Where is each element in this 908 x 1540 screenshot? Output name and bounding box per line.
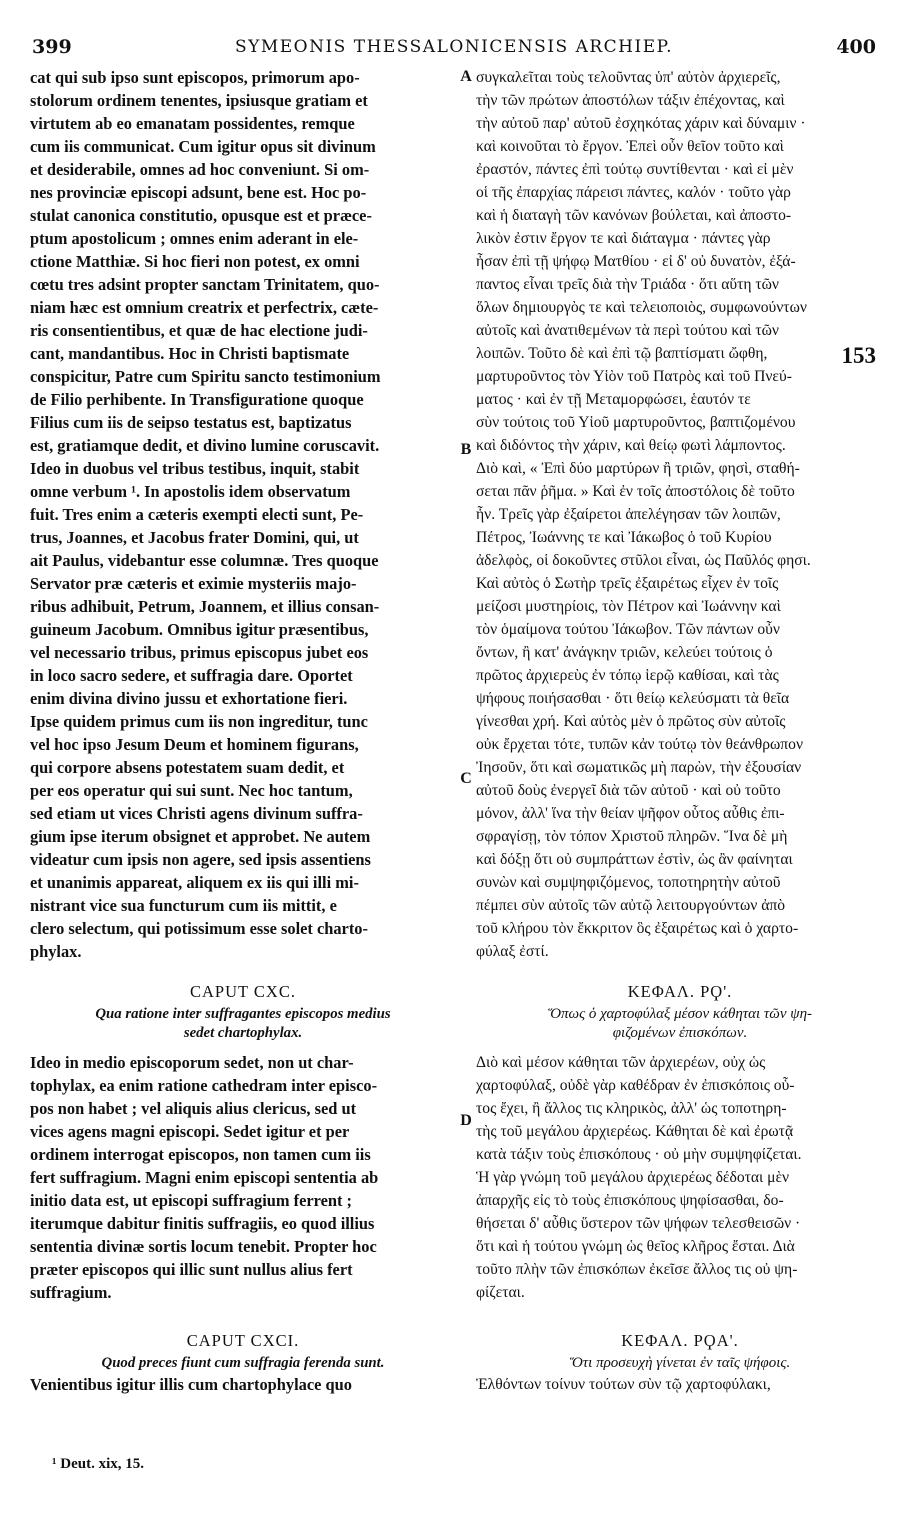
text-line: præter episcopos qui illic sunt nullus alius fert bbox=[30, 1260, 353, 1279]
latin-section-chapter-189 bbox=[30, 66, 456, 963]
subtitle-line: Qua ratione inter suffragantes episcopos medius bbox=[95, 1006, 391, 1022]
text-line: Καὶ αὐτὸς ὁ Σωτὴρ τρεῖς ἐξαιρέτως εἶχεν ἐν τοῖς bbox=[476, 575, 779, 592]
text-line: suffragium. bbox=[30, 1283, 112, 1302]
greek-section-chapter-191 bbox=[476, 1373, 884, 1396]
text-line: phylax. bbox=[30, 942, 82, 961]
latin-chapter-subtitle-191: Quod preces fiunt cum suffragia ferenda sunt. bbox=[101, 1355, 385, 1371]
latin-section-chapter-191 bbox=[30, 1373, 456, 1396]
text-line: καὶ ἡ διαταγὴ τῶν κανόνων βούλεται, καὶ ἀποστο- bbox=[476, 207, 792, 224]
text-line: cum iis communicat. Cum igitur opus sit divinum bbox=[30, 137, 376, 156]
text-line: sententia divinæ sortis locum tenebit. Propter hoc bbox=[30, 1237, 377, 1256]
text-line: enim divina divino jussu et exhortatione fieri. bbox=[30, 689, 348, 708]
text-line: φύλαξ ἐστί. bbox=[476, 943, 549, 960]
latin-chapter-heading-190: CAPUT CXC. bbox=[190, 982, 296, 1001]
text-line: παντος εἶναι τρεῖς διὰ τὴν Τριάδα · ὅτι αὕτη τῶν bbox=[476, 276, 779, 293]
text-line: vel hoc ipso Jesum Deum et hominem figurans, bbox=[30, 735, 359, 754]
text-line: sed etiam ut vices Christi agens divinum suffra- bbox=[30, 804, 363, 823]
text-line: σεται πᾶν ῥῆμα. » Καὶ ἐν τοῖς ἀποστόλοις δὲ τοῦτο bbox=[476, 483, 795, 500]
text-line: καὶ κοινοῦται τὸ ἔργον. Ἐπεὶ οὖν θεῖον τοῦτο καὶ bbox=[476, 138, 784, 155]
text-line: συνὼν καὶ συμψηφιζόμενος, τοποτηρητὴν αὐτοῦ bbox=[476, 874, 781, 891]
text-line: ait Paulus, videbantur esse columnæ. Tres quoque bbox=[30, 551, 379, 570]
latin-chapter-heading-191: CAPUT CXCI. bbox=[186, 1331, 300, 1350]
text-line: αὐτοῖς καὶ ἀνατιθεμένων τὰ περὶ τούτου καὶ τῶν bbox=[476, 322, 779, 339]
text-line: Διὸ καὶ, « Ἐπὶ δύο μαρτύρων ἢ τριῶν, φησὶ, σταθή- bbox=[476, 460, 800, 477]
text-line: ἦσαν ἐπὶ τῇ ψήφῳ Ματθίου · εἰ δ' οὐ δυνατὸν, ἐξά- bbox=[476, 253, 796, 270]
text-line: οὐκ ἔρχεται τότε, τυπῶν κἀν τούτῳ τὸν θεάνθρωπον bbox=[476, 736, 804, 753]
subtitle-line: sedet chartophylax. bbox=[183, 1025, 303, 1041]
text-line: niam hæc est omnium creatrix et perfectrix, cæte- bbox=[30, 298, 379, 317]
text-line: μείζοσι μυστηρίοις, τὸν Πέτρον καὶ Ἰωάννην καὶ bbox=[476, 598, 781, 615]
text-line: καὶ δόξῃ ὅτι οὐ συμπράττων ἐστὶν, ὡς ἂν φαίνηται bbox=[476, 851, 793, 868]
text-line: θήσεται δ' αὖθις ὕστερον τῶν ψήφων τελεσθεισῶν · bbox=[476, 1215, 801, 1232]
text-line: ὄντων, ἢ κατ' ἀνάγκην τριῶν, κελεύει τούτοις ὁ bbox=[476, 644, 773, 661]
text-line: Διὸ καὶ μέσον κάθηται τῶν ἀρχιερέων, οὐχ ὡς bbox=[476, 1054, 766, 1071]
text-line: σφραγίσῃ, τὸν τόπον Χριστοῦ πληρῶν. Ἵνα δὲ μὴ bbox=[476, 828, 788, 845]
text-line: ptum apostolicum ; omnes enim aderant in ele- bbox=[30, 229, 359, 248]
text-line: καὶ διδόντος τὴν χάριν, καὶ θείῳ φωτὶ λάμποντος. bbox=[476, 437, 786, 454]
text-line: Ἐλθόντων τοίνυν τούτων σὺν τῷ χαρτοφύλακι, bbox=[476, 1376, 771, 1393]
text-line: trus, Joannes, et Jacobus frater Domini, qui, ut bbox=[30, 528, 359, 547]
text-line: omne verbum ¹. In apostolis idem observatum bbox=[30, 482, 351, 501]
text-line: Ἡ γὰρ γνώμη τοῦ μεγάλου ἀρχιερέως δέδοται μὲν bbox=[476, 1169, 790, 1186]
text-line: ris consentientibus, et quæ de hac electione judi- bbox=[30, 321, 368, 340]
text-line: in loco sacro sedere, et suffragia dare. Oportet bbox=[30, 666, 353, 685]
text-line: ψήφους ποιήσασθαι · ὅτι θείῳ κελεύσματι τὰ θεῖα bbox=[476, 690, 790, 707]
text-line: τος ἔχει, ἢ ἄλλος τις κληρικὸς, ἀλλ' ὡς τοποτηρη- bbox=[476, 1100, 787, 1117]
text-line: cat qui sub ipso sunt episcopos, primorum apo- bbox=[30, 68, 360, 87]
text-line: τοῦ κλήρου τὸν ἔκκριτον ὃς ἐξαιρέτως καὶ ὁ χαρτο- bbox=[476, 920, 799, 937]
text-line: gium ipse iterum obsignet et approbet. Ne autem bbox=[30, 827, 371, 846]
text-line: Servator præ cæteris et eximie mysteriis majo- bbox=[30, 574, 357, 593]
text-line: μόνον, ἀλλ' ἵνα τὴν θείαν ψῆφον οὗτος αὖθις ἐπι- bbox=[476, 805, 785, 822]
text-line: ribus adhibuit, Petrum, Joannem, et illius consan- bbox=[30, 597, 380, 616]
text-line: χαρτοφύλαξ, οὐδὲ γὰρ καθέδραν ἐν ἐπισκόποις οὗ- bbox=[476, 1077, 795, 1094]
text-line: Ideo in medio episcoporum sedet, non ut char- bbox=[30, 1053, 354, 1072]
text-line: cant, mandantibus. Hoc in Christi baptismate bbox=[30, 344, 350, 363]
text-line: Ἰησοῦν, ὅτι καὶ σωματικῶς μὴ παρὼν, τὴν ἐξουσίαν bbox=[476, 759, 802, 776]
greek-section-chapter-189 bbox=[476, 66, 884, 963]
latin-chapter-subtitle-190 bbox=[30, 1005, 456, 1043]
text-line: κατὰ τάξιν τοὺς ἐπισκόπους · οὐ μὴν συμψηφίζεται. bbox=[476, 1146, 802, 1163]
greek-chapter-subtitle-191: Ὅτι προσευχὴ γίνεται ἐν ταῖς ψήφοις. bbox=[569, 1355, 791, 1371]
margin-letter-d: D bbox=[460, 1112, 472, 1129]
text-line: μαρτυροῦντος τὸν Υἱὸν τοῦ Πατρὸς καὶ τοῦ Πνεύ- bbox=[476, 368, 792, 385]
text-line: ordinem interrogat episcopos, non tamen cum iis bbox=[30, 1145, 371, 1164]
subtitle-line: φιζομένων ἐπισκόπων. bbox=[612, 1025, 748, 1041]
text-line: Πέτρος, Ἰωάννης τε καὶ Ἰάκωβος ὁ τοῦ Κυρίου bbox=[476, 529, 772, 546]
page-number-left: 399 bbox=[32, 36, 72, 58]
greek-chapter-heading-191: ΚΕΦΑΛ. ΡϘΑ'. bbox=[621, 1331, 739, 1350]
text-line: πέμπει σὺν αὐτοῖς τῶν αὐτῷ λειτουργούντων ἀπὸ bbox=[476, 897, 786, 914]
text-line: clero selectum, qui potissimum esse solet charto- bbox=[30, 919, 368, 938]
text-line: ἐραστόν, πάντες ἐπὶ τούτῳ συντίθενται · καὶ εἰ μὲν bbox=[476, 161, 794, 178]
text-line: τὴν τῶν πρώτων ἀποστόλων τάξιν ἐπέχοντας, καὶ bbox=[476, 92, 785, 109]
folio-number: 153 bbox=[841, 343, 876, 368]
text-line: tophylax, ea enim ratione cathedram inter episco- bbox=[30, 1076, 378, 1095]
text-line: fuit. Tres enim a cæteris exempti electi sunt, Pe- bbox=[30, 505, 364, 524]
text-line: et unanimis appareat, aliquem ex iis qui illi mi- bbox=[30, 873, 359, 892]
text-line: de Filio perhibente. In Transfiguratione quoque bbox=[30, 390, 364, 409]
text-line: conspicitur, Patre cum Spiritu sancto testimonium bbox=[30, 367, 381, 386]
text-line: τὴς τοῦ μεγάλου ἀρχιερέως. Κάθηται δὲ καὶ ἐρωτᾷ bbox=[476, 1123, 794, 1140]
text-line: λικὸν ἐστιν ἔργον τε καὶ διάταγμα · πάντες γὰρ bbox=[476, 230, 771, 247]
text-line: Filius cum iis de seipso testatus est, baptizatus bbox=[30, 413, 352, 432]
text-line: stulat canonica constitutio, opusque est et præce- bbox=[30, 206, 372, 225]
text-line: guineum Jacobum. Omnibus igitur præsentibus, bbox=[30, 620, 369, 639]
text-line: pos non habet ; vel aliquis alius clericus, sed ut bbox=[30, 1099, 357, 1118]
text-line: ἀπαρχῆς εἰς τὸ τοὺς ἐπισκόπους ψηφίσασθαι, δο- bbox=[476, 1192, 784, 1209]
text-line: initio data est, ut episcopi suffragium ferrent ; bbox=[30, 1191, 353, 1210]
margin-letter-b: B bbox=[460, 441, 472, 458]
greek-chapter-subtitle-190 bbox=[476, 1005, 884, 1043]
text-line: ctione Matthiæ. Si hoc fieri non potest, ex omni bbox=[30, 252, 360, 271]
text-line: per eos operatur qui sui sunt. Nec hoc tantum, bbox=[30, 781, 353, 800]
text-line: nistrant vice sua functurum cum iis mittit, e bbox=[30, 896, 337, 915]
text-line: πρῶτος ἀρχιερεὺς ἐν τόπῳ ἱερῷ καθίσαι, καὶ τὰς bbox=[476, 667, 779, 684]
text-line: et desiderabile, omnes ad hoc conveniunt. Si om- bbox=[30, 160, 370, 179]
text-line: est, gratiamque dedit, et divino lumine coruscavit. bbox=[30, 436, 380, 455]
text-line: cœtu tres adsint propter sanctam Trinitatem, quo- bbox=[30, 275, 380, 294]
text-line: ἀδελφὸς, οἱ δοκοῦντες στῦλοι εἶναι, ὡς Παῦλός φησι. bbox=[476, 552, 811, 569]
latin-section-chapter-190 bbox=[30, 1051, 456, 1304]
text-line: videatur cum ipsis non agere, sed ipsis assentiens bbox=[30, 850, 371, 869]
greek-section-chapter-190 bbox=[476, 1051, 884, 1304]
text-line: τοῦτο πλὴν τῶν ἐπισκόπων ἐκεῖσε ἄλλος τις οὐ ψη- bbox=[476, 1261, 798, 1278]
text-line: fert suffragium. Magni enim episcopi sententia ab bbox=[30, 1168, 379, 1187]
subtitle-line: Ὅπως ὁ χαρτοφύλαξ μέσον κάθηται τῶν ψη- bbox=[547, 1006, 813, 1022]
text-line: συγκαλεῖται τοὺς τελοῦντας ὑπ' αὐτὸν ἀρχιερεῖς, bbox=[476, 69, 781, 86]
latin-column bbox=[30, 66, 456, 1396]
text-line: virtutem ab eo emanatam possidentes, remque bbox=[30, 114, 355, 133]
text-line: τὸν ὁμαίμονα τούτου Ἰάκωβον. Τῶν πάντων οὖν bbox=[476, 621, 780, 638]
text-line: αὐτοῦ δοὺς ἐνεργεῖ διὰ τῶν αὐτοῦ · καὶ οὐ τοῦτο bbox=[476, 782, 781, 799]
text-line: λοιπῶν. Τοῦτο δὲ καὶ ἐπὶ τῷ βαπτίσματι ὤφθη, bbox=[476, 345, 768, 362]
text-line: qui corpore absens potestatem suam dedit, et bbox=[30, 758, 345, 777]
text-line: τὴν αὐτοῦ παρ' αὐτοῦ ἐσχηκότας χάριν καὶ δύναμιν · bbox=[476, 115, 806, 132]
text-line: γίνεσθαι χρή. Καὶ αὐτὸς μὲν ὁ πρῶτος σὺν αὐτοῖς bbox=[476, 713, 786, 730]
greek-chapter-heading-190: ΚΕΦΑΛ. ΡϘ'. bbox=[627, 982, 733, 1001]
text-line: stolorum ordinem tenentes, ipsiusque gratiam et bbox=[30, 91, 368, 110]
footnote: ¹ Deut. xix, 15. bbox=[52, 1456, 144, 1472]
text-line: ὅτι καὶ ἡ τούτου γνώμη ὡς θεῖος κλῆρος ἔσται. Διὰ bbox=[476, 1238, 795, 1255]
margin-letter-a: A bbox=[460, 68, 472, 85]
running-title: SYMEONIS THESSALONICENSIS ARCHIEP. bbox=[234, 37, 674, 57]
text-line: Venientibus igitur illis cum chartophylace quo bbox=[30, 1375, 352, 1394]
text-line: οἱ τῆς ἐπαρχίας πάρεισι πάντες, καλόν · τοῦτο γὰρ bbox=[476, 184, 791, 201]
text-line: nes provinciæ episcopi adsunt, bene est. Hoc po- bbox=[30, 183, 367, 202]
page-number-right: 400 bbox=[836, 36, 876, 58]
text-line: Ideo in duobus vel tribus testibus, inquit, stabit bbox=[30, 459, 360, 478]
margin-letter-c: C bbox=[460, 770, 472, 787]
page-header bbox=[32, 36, 876, 62]
text-line: vices agens magni episcopi. Sedet igitur et per bbox=[30, 1122, 350, 1141]
text-line: iterumque dabitur finitis suffragiis, eo quod illius bbox=[30, 1214, 375, 1233]
text-line: φίζεται. bbox=[476, 1284, 525, 1301]
text-line: ὅλων δημιουργὸς τε καὶ τελειοποιὸς, συμφωνούντων bbox=[476, 299, 807, 316]
greek-column bbox=[476, 66, 884, 1396]
text-line: ματος · καὶ ἐν τῇ Μεταμορφώσει, ἑαυτόν τε bbox=[476, 391, 751, 408]
text-line: σὺν τούτοις τοῦ Υἱοῦ μαρτυροῦντος, βαπτιζομένου bbox=[476, 414, 796, 431]
text-line: ἦν. Τρεῖς γὰρ ἐξαίρετοι ἀπελέγησαν τῶν λοιπῶν, bbox=[476, 506, 781, 523]
text-line: Ipse quidem primus cum iis non ingreditur, tunc bbox=[30, 712, 368, 731]
text-line: vel necessario tribus, primus episcopus jubet eos bbox=[30, 643, 369, 662]
